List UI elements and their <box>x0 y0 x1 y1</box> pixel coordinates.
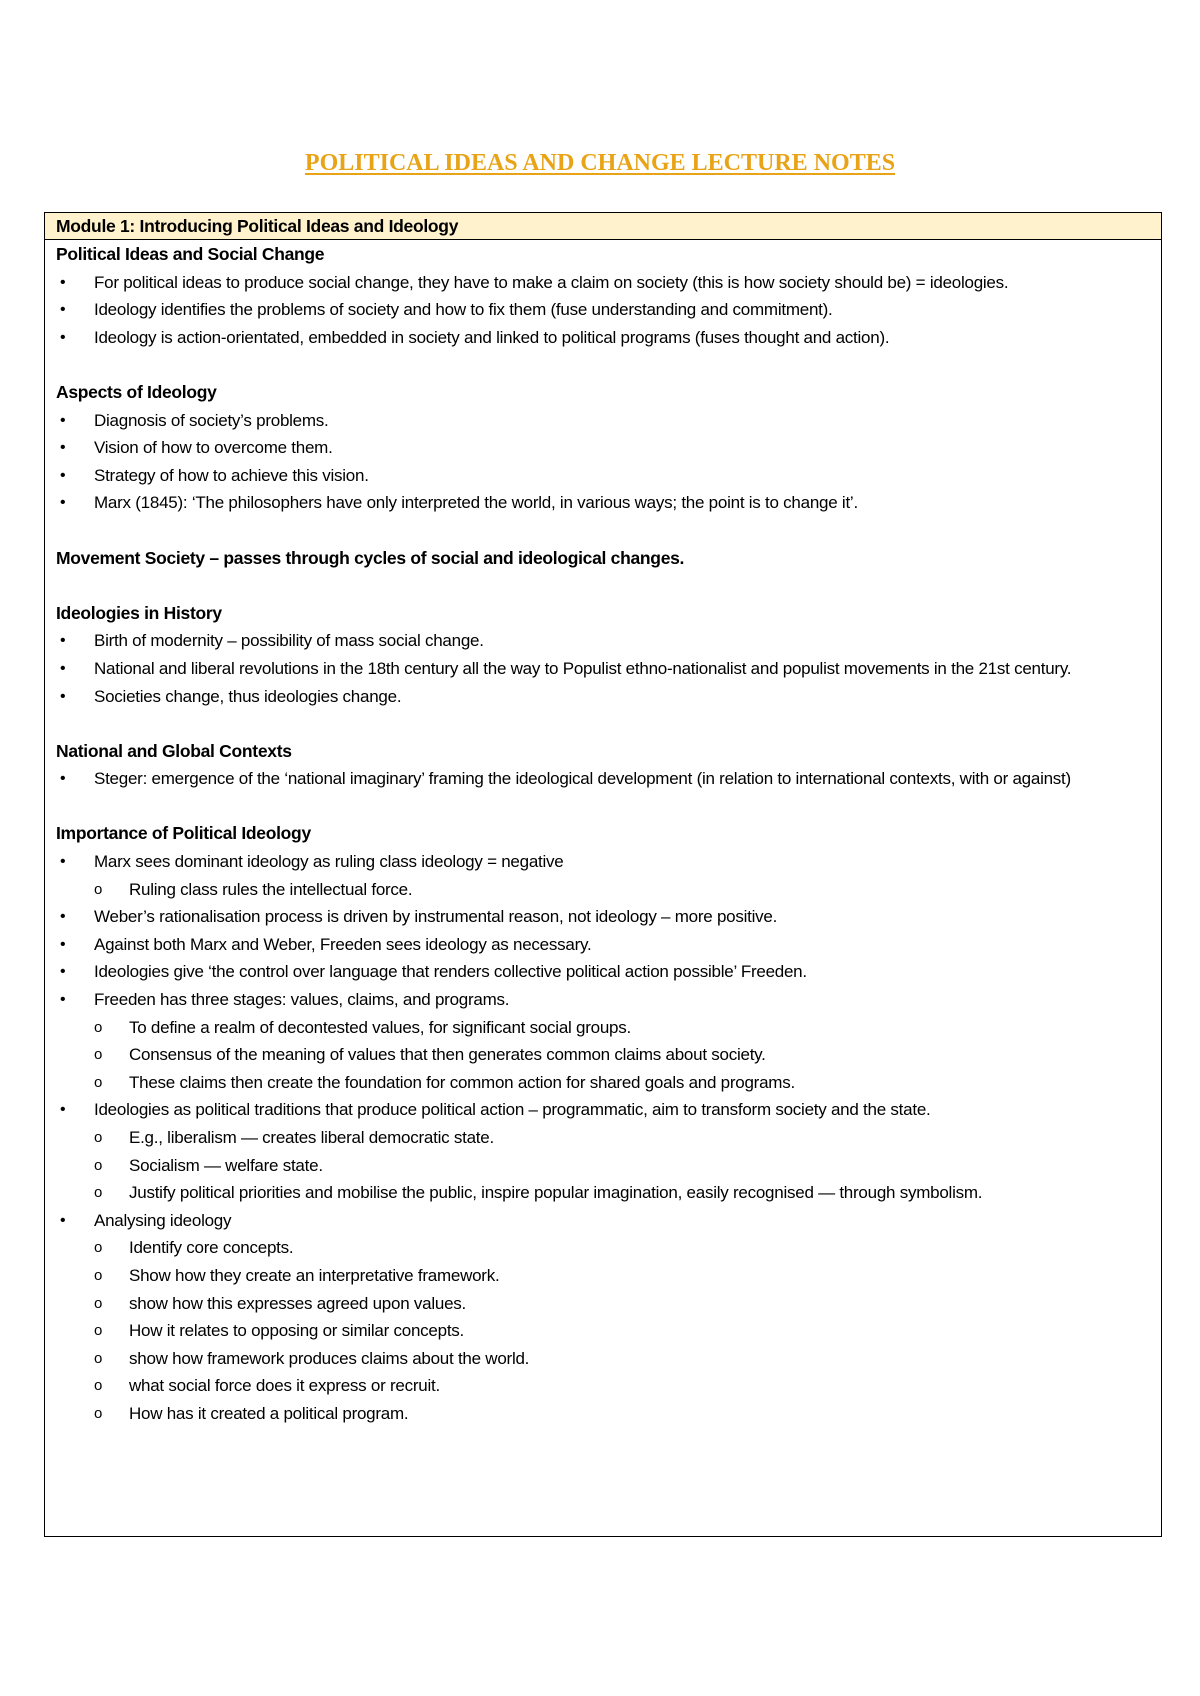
section-title: Ideologies in History <box>56 602 222 623</box>
section-title: National and Global Contexts <box>56 740 292 761</box>
section-title: Political Ideas and Social Change <box>56 244 325 264</box>
list-item: • Ideologies give ‘the control over language that renders collective political action possible’ Freeden. <box>56 958 1150 986</box>
list-item-text: Freeden has three stages: values, claims, and programs. <box>94 990 510 1010</box>
sub-list-item: o Show how they create an interpretative framework. <box>56 1262 1150 1290</box>
list-item: • Birth of modernity – possibility of mass social change. <box>56 627 1150 655</box>
sub-list <box>94 876 1150 904</box>
sub-list-item: o what social force does it express or recruit. <box>56 1372 1150 1400</box>
bullet-list <box>56 848 1150 1427</box>
module-content <box>45 240 1161 1428</box>
list-item: • For political ideas to produce social change, they have to make a claim on society (this is how society should be) = ideologies. <box>56 269 1150 297</box>
list-item <box>56 1096 1150 1206</box>
list-item <box>56 986 1150 1096</box>
list-item-text: Marx sees dominant ideology as ruling class ideology = negative <box>94 852 564 872</box>
list-item: • Strategy of how to achieve this vision. <box>56 462 1150 490</box>
sub-list-item: o How has it created a political program. <box>56 1400 1150 1428</box>
list-item: • Ideology is action-orientated, embedded in society and linked to political programs (fuses thought and action). <box>56 324 1150 352</box>
list-item: • Against both Marx and Weber, Freeden sees ideology as necessary. <box>56 931 1150 959</box>
sub-list <box>94 1124 1150 1207</box>
bullet-list <box>56 627 1150 710</box>
list-item <box>56 1207 1150 1428</box>
sub-list-item: o These claims then create the foundation for common action for shared goals and programs. <box>56 1069 1150 1097</box>
list-item <box>56 848 1150 903</box>
sub-list-item: o Ruling class rules the intellectual force. <box>56 876 1150 904</box>
section-title: Importance of Political Ideology <box>56 823 311 844</box>
list-item: • Ideology identifies the problems of society and how to fix them (fuse understanding and commitment). <box>56 296 1150 324</box>
spacer <box>56 572 1150 600</box>
sub-list-item: o E.g., liberalism — creates liberal democratic state. <box>56 1124 1150 1152</box>
section-title: Movement Society – passes through cycles of social and ideological changes. <box>56 547 685 568</box>
list-item: • Steger: emergence of the ‘national imaginary’ framing the ideological development (in relation to international contexts, with or against) <box>56 765 1150 793</box>
sub-list-item: o Consensus of the meaning of values that then generates common claims about society. <box>56 1041 1150 1069</box>
sub-list-item: o show how framework produces claims about the world. <box>56 1345 1150 1373</box>
sub-list <box>94 1234 1150 1427</box>
section-title: Aspects of Ideology <box>56 381 217 402</box>
document-title: POLITICAL IDEAS AND CHANGE LECTURE NOTES <box>304 150 896 176</box>
list-item: • Vision of how to overcome them. <box>56 434 1150 462</box>
list-item: • National and liberal revolutions in the 18th century all the way to Populist ethno-nationalist and populist movements in the 21st century. <box>56 655 1150 683</box>
module-notes-box <box>44 212 1162 1537</box>
module-header: Module 1: Introducing Political Ideas and Ideology <box>45 213 1161 240</box>
sub-list-item: o Socialism — welfare state. <box>56 1152 1150 1180</box>
list-item: • Diagnosis of society’s problems. <box>56 407 1150 435</box>
sub-list-item: o How it relates to opposing or similar concepts. <box>56 1317 1150 1345</box>
sub-list-item: o Justify political priorities and mobilise the public, inspire popular imagination, easily recognised — through symbolism. <box>56 1179 1150 1207</box>
list-item: • Weber’s rationalisation process is driven by instrumental reason, not ideology – more positive. <box>56 903 1150 931</box>
sub-list <box>94 1014 1150 1097</box>
sub-list-item: o To define a realm of decontested values, for significant social groups. <box>56 1014 1150 1042</box>
spacer <box>56 351 1150 379</box>
list-item-text: Analysing ideology <box>94 1210 232 1230</box>
sub-list-item: o Identify core concepts. <box>56 1234 1150 1262</box>
list-item: • Marx (1845): ‘The philosophers have only interpreted the world, in various ways; the point is to change it’. <box>56 489 1150 517</box>
spacer <box>56 517 1150 545</box>
bullet-list <box>56 765 1150 793</box>
list-item: • Societies change, thus ideologies change. <box>56 683 1150 711</box>
list-item-text: Ideologies as political traditions that produce political action – programmatic, aim to transform society and the state. <box>94 1100 931 1120</box>
spacer <box>56 793 1150 821</box>
sub-list-item: o show how this expresses agreed upon values. <box>56 1290 1150 1318</box>
bullet-list <box>56 269 1150 352</box>
bullet-list <box>56 407 1150 517</box>
spacer <box>56 710 1150 738</box>
